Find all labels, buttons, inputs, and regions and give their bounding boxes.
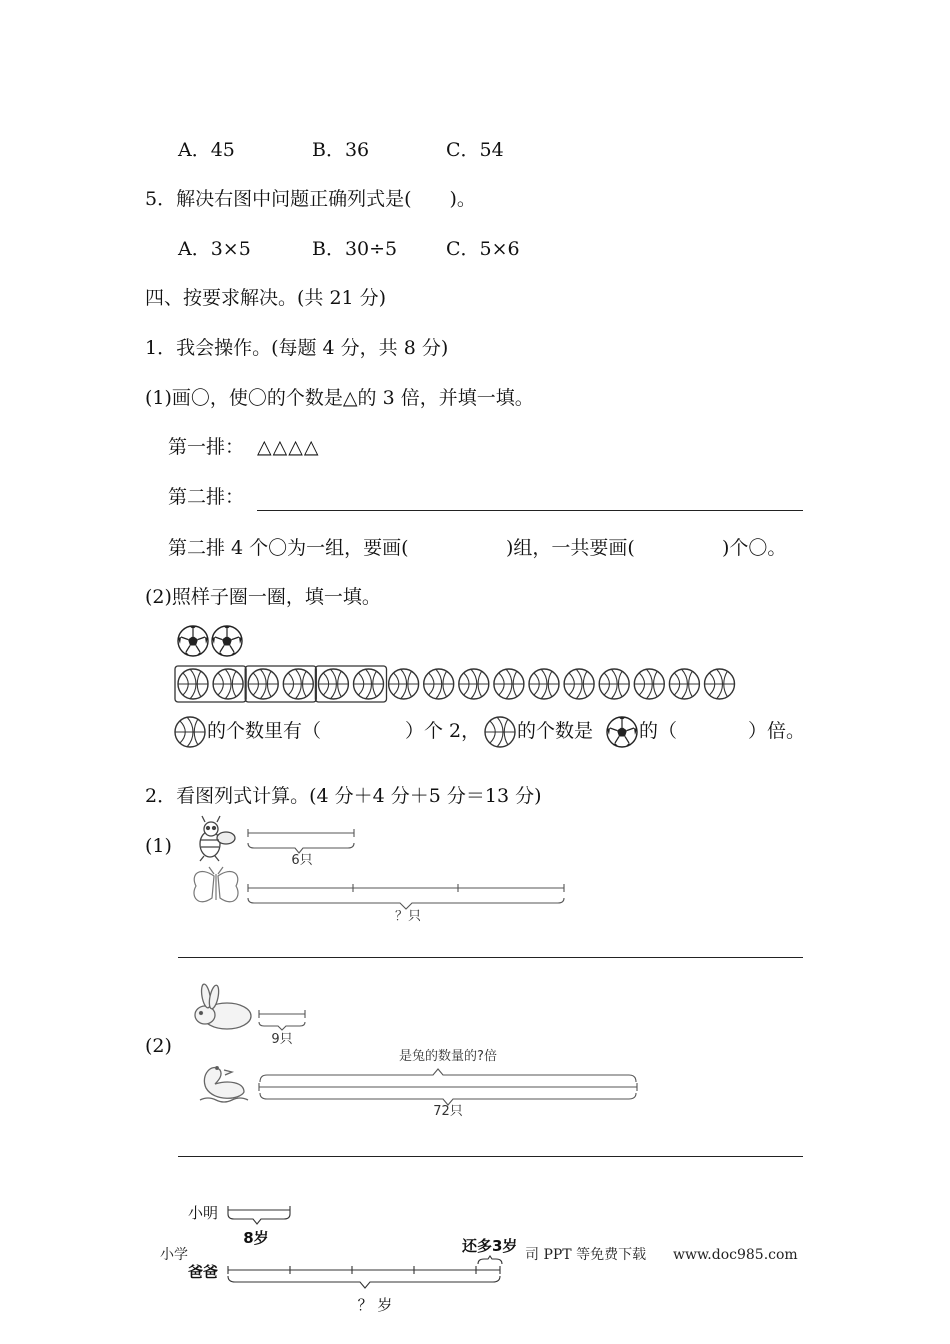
footer-url[interactable]: www.doc985.com [673,1247,798,1263]
q5-stem: 5．解决右图中问题正确列式是( )。 [145,188,476,210]
fill-part-a: 第二排 4 个〇为一组，要画( [168,537,409,559]
q4-option-b: B．36 [312,139,370,161]
q4-option-c: C．54 [446,139,504,161]
bee-bar [248,829,354,853]
butterfly-caption: ？只 [394,909,422,924]
bee-icon [200,816,235,861]
q5-option-c: C．5×6 [446,238,520,260]
q1-part2-stem: (2)照样子圈一圈，填一填。 [145,586,381,608]
p2-fill-b: ）个 2， [405,720,481,742]
q2-part1-answer-line[interactable] [178,957,803,958]
q2-part2-label: (2) [145,1035,172,1057]
p2-fill-c: 的个数是 [517,720,594,742]
extra-years-caption: 还多3岁 [462,1237,518,1255]
fill-part-c: )个〇。 [722,537,787,559]
rabbit-icon [195,983,251,1029]
p2-fill-d: 的（ [639,720,678,742]
butterfly-icon [194,867,238,902]
q2-part1-label: (1) [145,835,172,857]
footer-left: 小学 [160,1247,188,1263]
p2-fill-a: 的个数里有（ [207,720,322,742]
q1-title: 1．我会操作。(每题 4 分，共 8 分) [145,337,449,359]
q5-option-b: B．30÷5 [312,238,398,260]
duck-icon [200,1067,248,1102]
row2-label: 第二排： [168,486,245,508]
row1-label: 第一排： [168,436,245,458]
dad-label: 爸爸 [188,1263,219,1281]
p2-fill-e: ）倍。 [748,720,806,742]
duck-caption: 72只 [433,1104,463,1119]
rabbit-bar [259,1010,305,1030]
section4-title: 四、按要求解决。(共 21 分) [145,287,387,309]
q2-title: 2．看图列式计算。(4 分＋4 分＋5 分＝13 分) [145,785,542,807]
footer-mid: 司 PPT 等免费下载 [525,1247,647,1263]
fill-part-b: )组，一共要画( [506,537,635,559]
rabbit-caption: 9只 [271,1032,293,1047]
xiaoming-label: 小明 [188,1204,219,1222]
q5-option-a: A．3×5 [178,238,251,260]
dad-caption: ？ 岁 [357,1296,393,1314]
xiaoming-bar [228,1206,290,1224]
xiaoming-caption: 8岁 [243,1229,269,1247]
dad-bar [228,1256,502,1288]
bee-caption: 6只 [291,853,313,868]
ratio-caption: 是兔的数量的?倍 [399,1049,497,1064]
duck-bar [259,1069,637,1105]
q1-part1-stem: (1)画〇，使〇的个数是△的 3 倍，并填一填。 [145,387,534,409]
butterfly-bar [248,884,564,909]
triangles-row: △△△△ [257,436,320,458]
q2-part2-answer-line[interactable] [178,1156,803,1157]
q4-option-a: A．45 [178,139,235,161]
